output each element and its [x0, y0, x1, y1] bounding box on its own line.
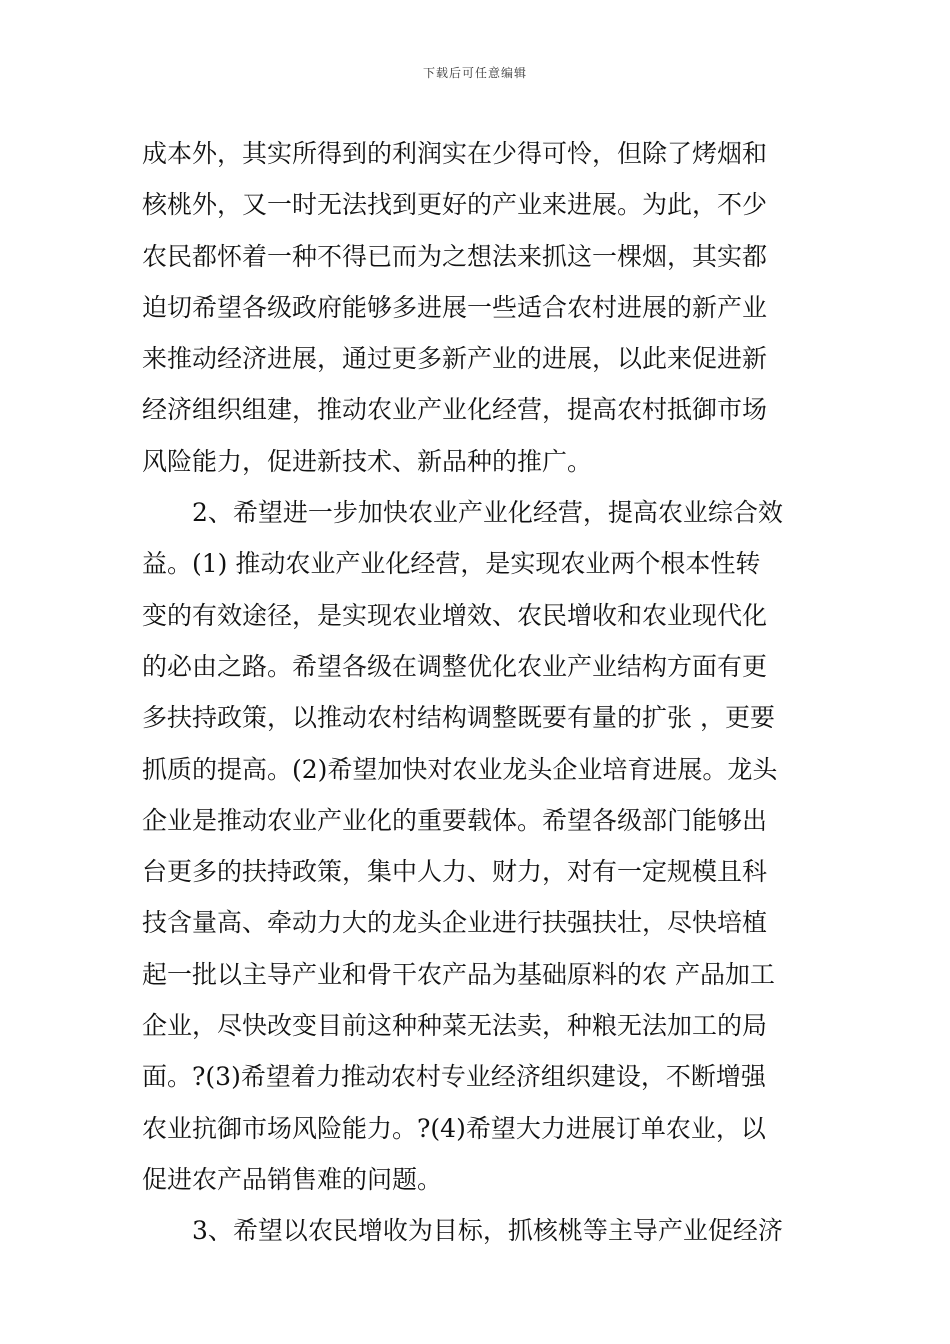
paragraph-3: [142, 1205, 812, 1256]
text-line: 企业是推动农业产业化的重要载体。希望各级部门能够出: [142, 805, 768, 835]
paragraph-2: [142, 487, 812, 1205]
text-line: 促进农产品销售难的问题。: [142, 1164, 443, 1194]
text-line: 经济组织组建，推动农业产业化经营，提高农村抵御市场: [142, 395, 768, 425]
text-line: 企业，尽快改变目前这种种菜无法卖，种粮无法加工的局: [142, 1011, 768, 1041]
text-line: 迫切希望各级政府能够多进展一些适合农村进展的新产业: [142, 292, 768, 322]
text-line: 农民都怀着一种不得已而为之想法来抓这一棵烟，其实都: [142, 241, 768, 271]
text-line: 核桃外，又一时无法找到更好的产业来进展。为此，不少: [142, 190, 768, 220]
text-line: 成本外，其实所得到的利润实在少得可怜，但除了烤烟和: [142, 139, 768, 168]
document-body: [142, 128, 812, 1257]
text-line: 农业抗御市场风险能力。?(4)希望大力进展订单农业，以: [142, 1113, 766, 1143]
paragraph-1: [142, 128, 812, 487]
text-line: 台更多的扶持政策，集中人力、财力，对有一定规模且科: [142, 857, 768, 887]
text-line: 来推动经济进展，通过更多新产业的进展，以此来促进新: [142, 344, 768, 374]
text-line: 益。(1) 推动农业产业化经营，是实现农业两个根本性转: [142, 549, 761, 579]
text-line: 的必由之路。希望各级在调整优化农业产业结构方面有更: [142, 651, 768, 681]
text-line: 面。?(3)希望着力推动农村专业经济组织建设，不断增强: [142, 1062, 766, 1092]
text-line: 变的有效途径，是实现农业增效、农民增收和农业现代化: [142, 600, 768, 630]
text-line: 起一批以主导产业和骨干农产品为基础原料的农 产品加工: [142, 959, 775, 989]
text-line: 风险能力，促进新技术、新品种的推广。: [142, 446, 593, 476]
text-line: 3、希望以农民增收为目标，抓核桃等主导产业促经济: [192, 1216, 783, 1246]
text-line: 多扶持政策，以推动农村结构调整既要有量的扩张 ，更要: [142, 703, 775, 733]
text-line: 2、希望进一步加快农业产业化经营，提高农业综合效: [192, 498, 783, 528]
text-line: 技含量高、牵动力大的龙头企业进行扶强扶壮，尽快培植: [142, 908, 768, 938]
page-header: 下载后可任意编辑: [422, 66, 527, 80]
text-line: 抓质的提高。(2)希望加快对农业龙头企业培育进展。龙头: [142, 754, 778, 784]
